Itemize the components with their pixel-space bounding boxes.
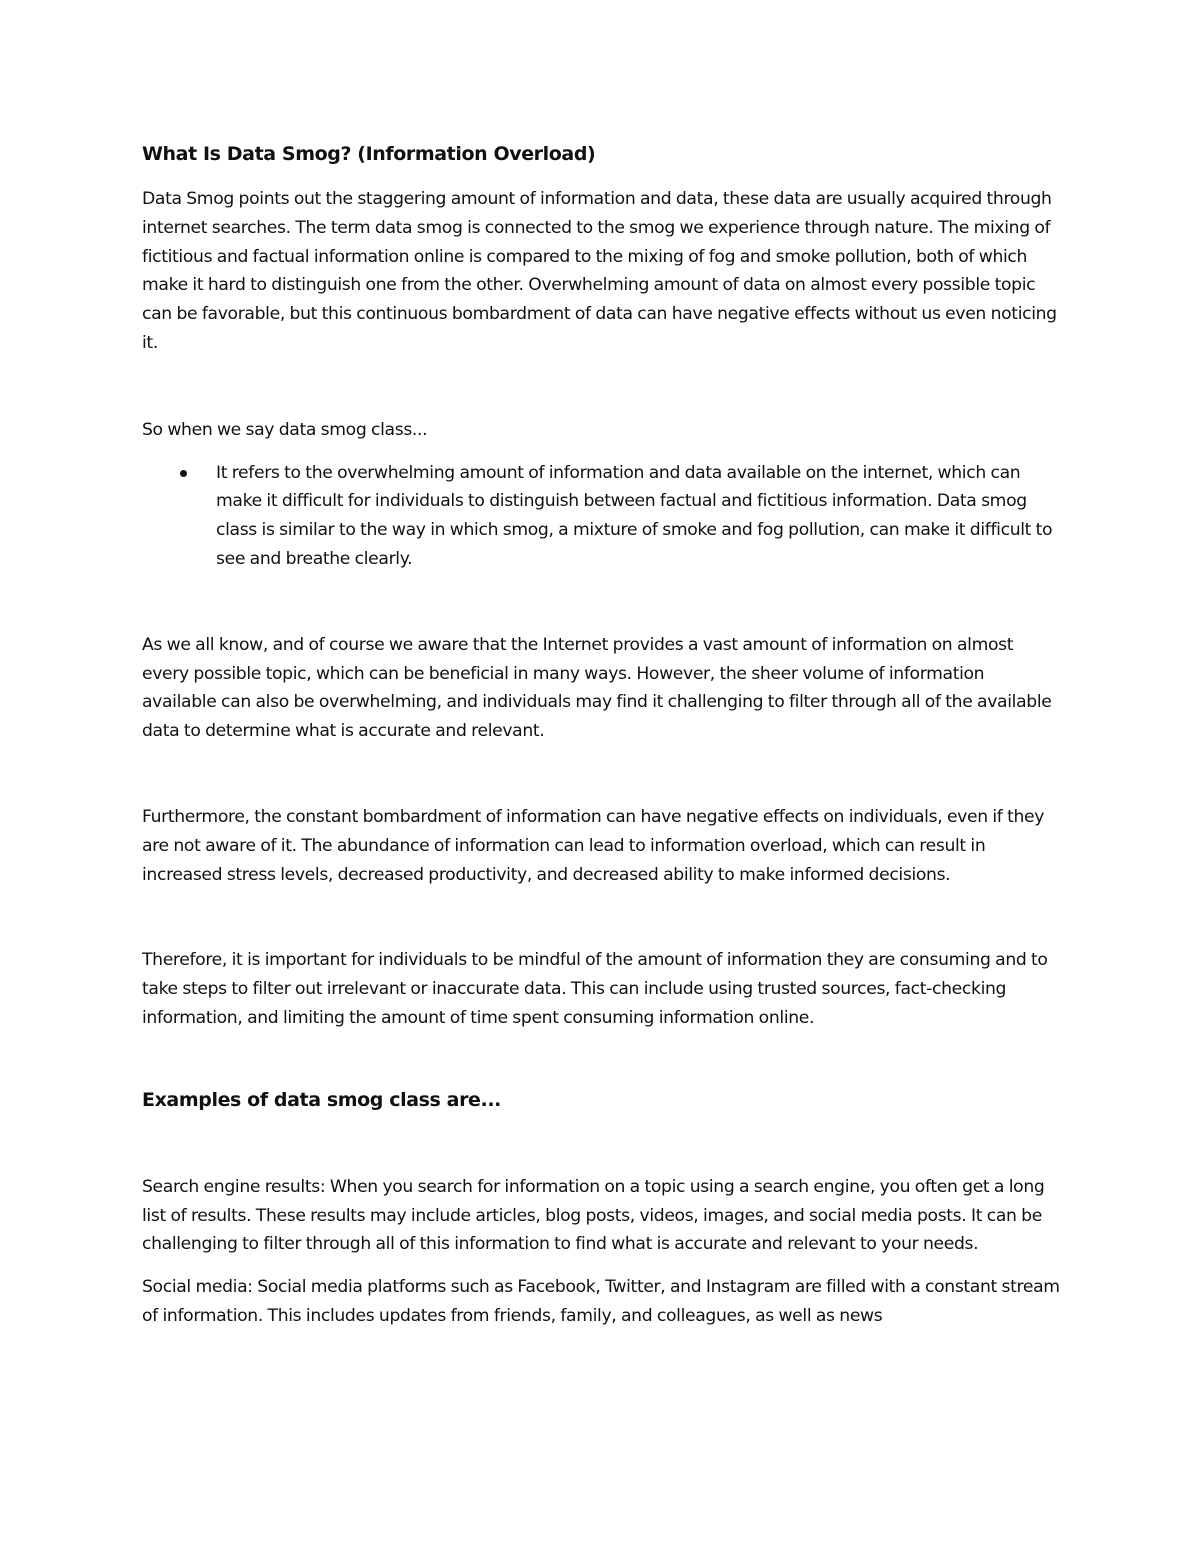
- internet-paragraph: As we all know, and of course we aware that the Internet provides a vast amount of information on almost every possible topic, which can be beneficial in many ways. However, the sheer volume of information available can also be overwhelming, and individuals may find it challenging to filter through all of the available data to determine what is accurate and relevant.: [142, 634, 1052, 742]
- lead-in-text: So when we say data smog class...: [142, 419, 428, 440]
- document-content: [142, 140, 1060, 1331]
- example-search-engine: Search engine results: When you search for information on a topic using a search engine, you often get a long list of results. These results may include articles, blog posts, videos, images, and social media posts. It can be challenging to filter through all of this information to find what is accurate and relevant to your needs.: [142, 1176, 1045, 1255]
- document-title: What Is Data Smog? (Information Overload): [142, 143, 596, 165]
- example-social-media: Social media: Social media platforms such as Facebook, Twitter, and Instagram are filled with a constant stream of information. This includes updates from friends, family, and colleagues, as well as news: [142, 1277, 1060, 1326]
- bullet-list: [142, 459, 1060, 574]
- bullet-dot-icon: [180, 470, 187, 477]
- list-item: [142, 459, 1060, 574]
- intro-paragraph: Data Smog points out the staggering amount of information and data, these data are usually acquired through internet searches. The term data smog is connected to the smog we experience through nature. The mixing of fictitious and factual information online is compared to the mixing of fog and smoke pollution, both of which make it hard to distinguish one from the other. Overwhelming amount of data on almost every possible topic can be favorable, but this continuous bombardment of data can have negative effects without us even noticing it.: [142, 189, 1057, 353]
- bullet-text: It refers to the overwhelming amount of information and data available on the internet, which can make it difficult for individuals to distinguish between factual and fictitious information. Data smog class is similar to the way in which smog, a mixture of smoke and fog pollution, can make it difficult to see and breathe clearly.: [216, 462, 1053, 569]
- furthermore-paragraph: Furthermore, the constant bombardment of information can have negative effects on individuals, even if they are not aware of it. The abundance of information can lead to information overload, which can result in increased stress levels, decreased productivity, and decreased ability to make informed decisions.: [142, 806, 1045, 885]
- examples-heading: Examples of data smog class are...: [142, 1088, 501, 1111]
- therefore-paragraph: Therefore, it is important for individuals to be mindful of the amount of information they are consuming and to take steps to filter out irrelevant or inaccurate data. This can include using trusted sources, fact-checking information, and limiting the amount of time spent consuming information online.: [142, 950, 1048, 1028]
